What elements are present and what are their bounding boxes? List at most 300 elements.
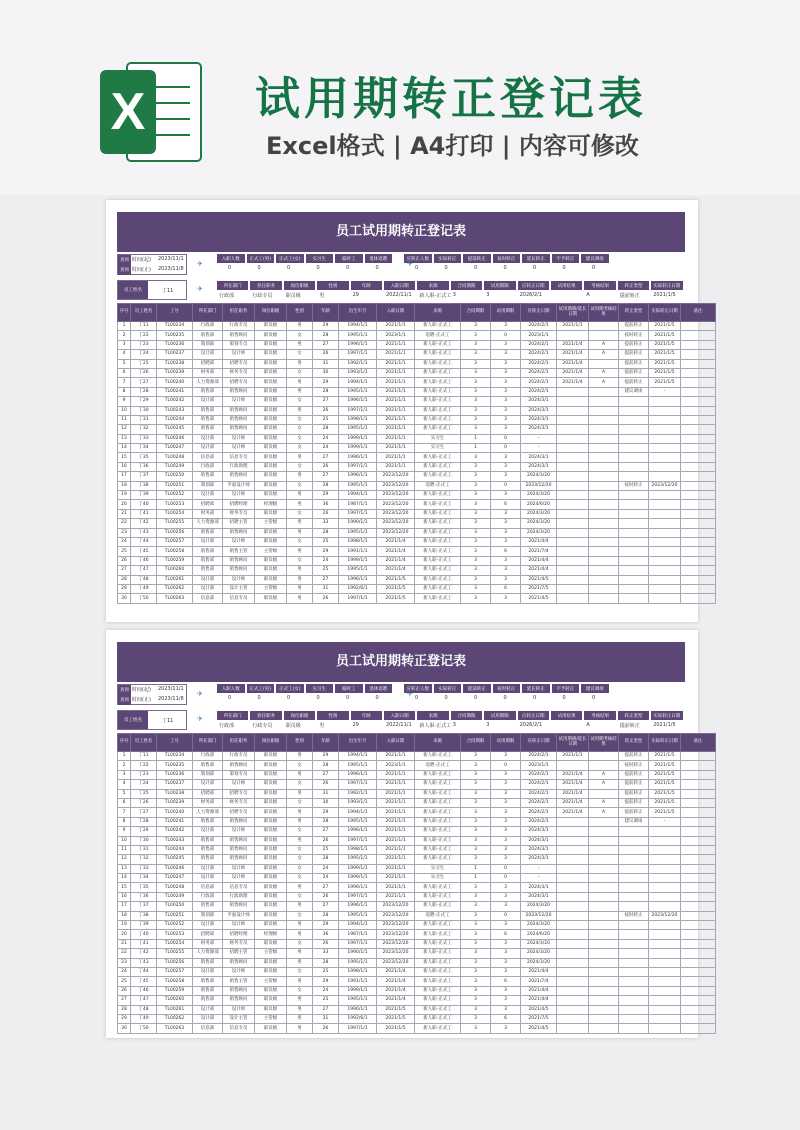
table-cell: 3 — [461, 556, 491, 565]
table-cell — [681, 350, 716, 359]
table-cell — [589, 1024, 619, 1033]
column-header: 所在部门 — [193, 734, 223, 752]
table-cell — [649, 930, 681, 939]
table-cell: 销售顾问 — [223, 958, 255, 967]
table-cell — [589, 425, 619, 434]
table-cell: 2021/1/4 — [377, 967, 415, 976]
table-cell: 新人职-正式工 — [415, 537, 461, 546]
table-cell — [681, 967, 716, 976]
table-cell: 职员级 — [255, 453, 287, 462]
table-cell: 3 — [461, 584, 491, 593]
table-cell: 7 — [118, 378, 131, 387]
table-cell: 提前转正 — [619, 350, 649, 359]
table-cell: 31 — [313, 584, 339, 593]
table-cell: TL00239 — [157, 368, 193, 377]
table-cell: 2021/1/1 — [377, 883, 415, 892]
table-cell — [649, 958, 681, 967]
table-cell: 31 — [313, 789, 339, 798]
table-cell: 17 — [118, 472, 131, 481]
table-cell: 28 — [313, 958, 339, 967]
stat-value: 0 — [228, 695, 232, 701]
employee-name-label: 员工姓名 — [118, 281, 148, 299]
table-cell: 3 — [491, 415, 521, 424]
table-cell: 3 — [461, 528, 491, 537]
table-cell: 11 — [118, 415, 131, 424]
employee-info-value: 新人职-正式工 — [419, 723, 452, 729]
table-row[interactable] — [118, 481, 716, 490]
table-cell: 男 — [287, 930, 313, 939]
table-row[interactable] — [118, 359, 716, 368]
table-cell: 23 — [118, 958, 131, 967]
table-cell: 3 — [491, 817, 521, 826]
employee-info-value: 职员级 — [285, 293, 301, 299]
stat-value: 0 — [257, 265, 261, 271]
table-cell: 新人职-正式工 — [415, 575, 461, 584]
table-row[interactable] — [118, 752, 716, 761]
table-row[interactable] — [118, 378, 716, 387]
table-cell — [681, 462, 716, 471]
table-cell: 24 — [118, 537, 131, 546]
table-cell — [589, 902, 619, 911]
table-cell: 丁32 — [131, 855, 157, 864]
table-cell: - — [521, 864, 557, 873]
table-cell: 2024/3/1 — [521, 425, 557, 434]
table-cell — [589, 322, 619, 331]
table-cell: 销售部 — [193, 977, 223, 986]
table-cell: 销售顾问 — [223, 387, 255, 396]
table-cell: 男 — [287, 977, 313, 986]
table-cell: 3 — [491, 958, 521, 967]
table-cell — [589, 415, 619, 424]
table-cell — [589, 789, 619, 798]
table-cell: TL00237 — [157, 780, 193, 789]
table-row[interactable] — [118, 397, 716, 406]
table-cell — [557, 575, 589, 584]
table-cell: 2021/1/1 — [377, 340, 415, 349]
table-cell: 人力资源部 — [193, 378, 223, 387]
table-cell: 财务专员 — [223, 509, 255, 518]
table-cell — [589, 434, 619, 443]
table-cell: 2024/2/1 — [521, 770, 557, 779]
table-row[interactable] — [118, 537, 716, 546]
table-row[interactable] — [118, 780, 716, 789]
table-row[interactable] — [118, 836, 716, 845]
table-cell — [619, 397, 649, 406]
table-cell: 21 — [118, 939, 131, 948]
table-row[interactable] — [118, 340, 716, 349]
table-cell: 28 — [118, 575, 131, 584]
table-cell: 职员级 — [255, 528, 287, 537]
table-cell — [557, 761, 589, 770]
table-cell: 职员级 — [255, 845, 287, 854]
table-row[interactable] — [118, 770, 716, 779]
table-cell: 2023/1/1 — [377, 331, 415, 340]
start-date-field[interactable]: 2023/11/1 — [158, 686, 184, 692]
table-cell: 25 — [313, 566, 339, 575]
table-cell: A — [589, 780, 619, 789]
table-cell: 2021/1/1 — [377, 845, 415, 854]
employee-name-input[interactable]: 丁11 — [162, 718, 174, 724]
table-cell: 丁41 — [131, 939, 157, 948]
table-cell: TL00261 — [157, 575, 193, 584]
table-cell: 2024/2/1 — [521, 752, 557, 761]
table-cell — [557, 406, 589, 415]
table-row[interactable] — [118, 864, 716, 873]
table-cell: 销售部 — [193, 425, 223, 434]
table-cell: 3 — [461, 770, 491, 779]
table-row[interactable] — [118, 594, 716, 603]
table-cell — [619, 556, 649, 565]
table-cell: 销售部 — [193, 986, 223, 995]
table-cell: 财务专员 — [223, 939, 255, 948]
table-cell — [619, 967, 649, 976]
table-cell — [557, 584, 589, 593]
table-cell — [589, 509, 619, 518]
table-cell: 新人职-正式工 — [415, 996, 461, 1005]
table-cell — [681, 798, 716, 807]
table-cell: 1995/1/1 — [339, 958, 377, 967]
table-cell: TL00245 — [157, 425, 193, 434]
table-cell: 3 — [461, 509, 491, 518]
table-cell — [589, 1014, 619, 1023]
table-cell: 2021/1/5 — [649, 752, 681, 761]
table-row[interactable] — [118, 528, 716, 537]
table-row[interactable] — [118, 996, 716, 1005]
table-row[interactable] — [118, 491, 716, 500]
table-cell: TL00248 — [157, 883, 193, 892]
column-header: 出生年月 — [339, 304, 377, 322]
table-cell: 2021/1/5 — [649, 368, 681, 377]
table-cell: 2021/1/4 — [557, 789, 589, 798]
table-row[interactable] — [118, 584, 716, 593]
table-row[interactable] — [118, 425, 716, 434]
table-row[interactable] — [118, 566, 716, 575]
table-cell: 2021/1/1 — [377, 415, 415, 424]
table-cell: 2023/1/1 — [377, 761, 415, 770]
table-cell: 2021/1/5 — [377, 575, 415, 584]
column-header: 试用期满/延长日期 — [557, 304, 589, 322]
table-cell — [681, 874, 716, 883]
table-row[interactable] — [118, 519, 716, 528]
end-date-field[interactable]: 2023/11/8 — [158, 266, 184, 272]
table-cell: 3 — [461, 892, 491, 901]
table-cell: 3 — [461, 331, 491, 340]
table-cell: 提前转正 — [619, 359, 649, 368]
table-cell: 3 — [491, 566, 521, 575]
table-cell: A — [589, 340, 619, 349]
table-row[interactable] — [118, 575, 716, 584]
table-cell: 2021/1/5 — [649, 350, 681, 359]
stat-label: 入职人数 — [217, 254, 245, 263]
table-cell: 10 — [118, 836, 131, 845]
plane-icon: ✈ — [197, 285, 203, 293]
table-cell: 职员级 — [255, 967, 287, 976]
table-row[interactable] — [118, 387, 716, 396]
table-cell: 新人职-正式工 — [415, 977, 461, 986]
table-cell: 3 — [461, 798, 491, 807]
table-cell — [557, 1014, 589, 1023]
stat-label: 正式工(男) — [247, 684, 275, 693]
table-cell: 策划专员 — [223, 340, 255, 349]
start-date-field[interactable]: 2023/11/1 — [158, 256, 184, 262]
table-cell: 1995/1/1 — [339, 387, 377, 396]
table-cell: 28 — [313, 528, 339, 537]
table-cell: 3 — [491, 340, 521, 349]
table-cell: 2021/1/1 — [377, 864, 415, 873]
table-cell: 新人职-正式工 — [415, 752, 461, 761]
table-cell: 3 — [461, 996, 491, 1005]
table-row[interactable] — [118, 930, 716, 939]
table-row[interactable] — [118, 798, 716, 807]
table-cell: 3 — [461, 883, 491, 892]
table-row[interactable] — [118, 368, 716, 377]
table-cell: 丁39 — [131, 921, 157, 930]
table-cell — [681, 509, 716, 518]
table-cell — [619, 1024, 649, 1033]
table-cell: 2021/1/1 — [557, 322, 589, 331]
table-cell: 2024/3/1 — [521, 397, 557, 406]
table-cell: TL00234 — [157, 752, 193, 761]
table-cell: 2024/2/1 — [521, 808, 557, 817]
table-row[interactable] — [118, 1014, 716, 1023]
table-cell: 丁37 — [131, 472, 157, 481]
table-cell: 1996/1/1 — [339, 472, 377, 481]
table-cell: 24 — [313, 434, 339, 443]
table-cell: 新人职-正式工 — [415, 556, 461, 565]
table-cell: 3 — [491, 406, 521, 415]
table-row[interactable] — [118, 958, 716, 967]
table-row[interactable] — [118, 892, 716, 901]
employee-info-value: 2026/2/1 — [519, 292, 543, 298]
table-row[interactable] — [118, 509, 716, 518]
stat-value: 0 — [474, 695, 478, 701]
table-cell — [557, 902, 589, 911]
table-cell: 2023/12/20 — [377, 949, 415, 958]
table-cell — [589, 584, 619, 593]
table-cell: 男 — [287, 949, 313, 958]
table-cell: 职员级 — [255, 434, 287, 443]
table-cell: 2024/2/1 — [521, 387, 557, 396]
table-cell — [557, 845, 589, 854]
table-cell — [589, 864, 619, 873]
table-cell: 10 — [118, 406, 131, 415]
table-cell — [681, 817, 716, 826]
table-cell — [619, 584, 649, 593]
table-cell: 2021/1/1 — [377, 350, 415, 359]
table-row[interactable] — [118, 350, 716, 359]
table-cell: 1999/1/1 — [339, 864, 377, 873]
table-row[interactable] — [118, 453, 716, 462]
employee-query-block — [117, 710, 187, 730]
table-row[interactable] — [118, 434, 716, 443]
employee-info-value: 2022/11/1 — [386, 722, 412, 728]
table-cell: 3 — [491, 986, 521, 995]
table-row[interactable] — [118, 1024, 716, 1033]
table-cell — [681, 977, 716, 986]
table-row[interactable] — [118, 827, 716, 836]
table-cell: 14 — [118, 444, 131, 453]
table-cell: 男 — [287, 958, 313, 967]
table-cell: 1996/1/1 — [339, 902, 377, 911]
table-cell — [589, 575, 619, 584]
table-cell — [589, 594, 619, 603]
table-row[interactable] — [118, 761, 716, 770]
table-cell: 2021/1/1 — [377, 406, 415, 415]
table-cell: 丁47 — [131, 996, 157, 1005]
table-cell: 2024/3/20 — [521, 472, 557, 481]
end-date-field[interactable]: 2023/11/8 — [158, 696, 184, 702]
table-row[interactable] — [118, 500, 716, 509]
table-cell: 返聘-正式工 — [415, 331, 461, 340]
employee-info-label: 试用期限 — [484, 711, 515, 720]
table-cell — [589, 359, 619, 368]
table-cell: TL00252 — [157, 921, 193, 930]
table-cell: 职员级 — [255, 1005, 287, 1014]
table-cell: 新人职-正式工 — [415, 967, 461, 976]
table-cell: 销售部 — [193, 996, 223, 1005]
table-cell: 3 — [491, 770, 521, 779]
table-cell: 3 — [491, 798, 521, 807]
table-row[interactable] — [118, 939, 716, 948]
table-row[interactable] — [118, 444, 716, 453]
table-cell: TL00244 — [157, 415, 193, 424]
table-cell: 销售部 — [193, 855, 223, 864]
table-cell: 按时转正 — [619, 911, 649, 920]
stat-value: 0 — [503, 695, 507, 701]
table-row[interactable] — [118, 911, 716, 920]
table-cell: 15 — [118, 453, 131, 462]
table-row[interactable] — [118, 808, 716, 817]
table-cell: 1994/1/1 — [339, 921, 377, 930]
table-cell: 3 — [491, 967, 521, 976]
table-cell: 招聘专员 — [223, 378, 255, 387]
table-cell: 29 — [313, 547, 339, 556]
table-cell: 2021/1/4 — [557, 359, 589, 368]
employee-info-value: 提前转正 — [619, 293, 640, 299]
table-cell: 8 — [118, 387, 131, 396]
table-cell — [619, 509, 649, 518]
table-row[interactable] — [118, 472, 716, 481]
employee-name-input[interactable]: 丁11 — [162, 288, 174, 294]
table-cell: 提前转正 — [619, 789, 649, 798]
table-cell: 丁34 — [131, 444, 157, 453]
table-cell — [649, 594, 681, 603]
table-cell: 2023/12/20 — [377, 500, 415, 509]
table-row[interactable] — [118, 547, 716, 556]
table-cell: 男 — [287, 1014, 313, 1023]
employee-info-value: 3 — [486, 722, 490, 728]
table-cell: 2024/2/1 — [521, 340, 557, 349]
table-row[interactable] — [118, 921, 716, 930]
table-cell — [649, 444, 681, 453]
table-cell: TL00260 — [157, 566, 193, 575]
table-row[interactable] — [118, 977, 716, 986]
table-cell: 3 — [461, 406, 491, 415]
table-cell: 2021/1/5 — [377, 1014, 415, 1023]
table-cell: 新人职-正式工 — [415, 1024, 461, 1033]
stat-value: 0 — [562, 265, 566, 271]
table-row[interactable] — [118, 556, 716, 565]
table-row[interactable] — [118, 1005, 716, 1014]
table-cell: 主管级 — [255, 519, 287, 528]
employee-name-label: 员工姓名 — [118, 711, 148, 729]
table-cell: TL00257 — [157, 967, 193, 976]
table-cell: TL00257 — [157, 537, 193, 546]
table-row[interactable] — [118, 462, 716, 471]
table-cell: 职员级 — [255, 864, 287, 873]
table-cell: - — [521, 434, 557, 443]
table-cell: 2021/4/4 — [521, 537, 557, 546]
employee-info-label: 实际转正日期 — [651, 711, 682, 720]
table-cell: 3 — [491, 491, 521, 500]
table-row[interactable] — [118, 902, 716, 911]
table-cell: 男 — [287, 996, 313, 1005]
table-cell: 2024/3/1 — [521, 855, 557, 864]
table-row[interactable] — [118, 331, 716, 340]
stat-value: 0 — [444, 695, 448, 701]
table-cell: 丁46 — [131, 986, 157, 995]
table-row[interactable] — [118, 883, 716, 892]
table-cell: 新人职-正式工 — [415, 462, 461, 471]
table-row[interactable] — [118, 874, 716, 883]
table-cell — [681, 761, 716, 770]
table-cell: 销售部 — [193, 845, 223, 854]
table-row[interactable] — [118, 949, 716, 958]
table-cell: TL00256 — [157, 528, 193, 537]
employee-info-label: 试用结果 — [551, 281, 582, 290]
table-cell: TL00244 — [157, 845, 193, 854]
table-cell — [589, 752, 619, 761]
table-cell: 女 — [287, 462, 313, 471]
table-cell: TL00253 — [157, 930, 193, 939]
table-cell: 2021/4/4 — [521, 996, 557, 1005]
table-cell: 职员级 — [255, 387, 287, 396]
table-cell: 2021/1/5 — [377, 1024, 415, 1033]
employee-info-value: 行政部 — [219, 293, 235, 299]
table-cell: 2021/4/5 — [521, 1024, 557, 1033]
table-cell: TL00243 — [157, 836, 193, 845]
table-row[interactable] — [118, 986, 716, 995]
table-cell — [557, 1024, 589, 1033]
table-row[interactable] — [118, 855, 716, 864]
table-row[interactable] — [118, 406, 716, 415]
table-cell: 销售顾问 — [223, 556, 255, 565]
table-cell: 29 — [313, 808, 339, 817]
table-row[interactable] — [118, 817, 716, 826]
table-cell: 丁48 — [131, 575, 157, 584]
table-cell — [589, 845, 619, 854]
table-cell: TL00262 — [157, 584, 193, 593]
table-row[interactable] — [118, 415, 716, 424]
table-cell — [649, 556, 681, 565]
plane-icon: ✈ — [197, 715, 203, 723]
table-cell: 3 — [461, 415, 491, 424]
table-cell: 2024/3/20 — [521, 958, 557, 967]
table-cell: 3 — [491, 462, 521, 471]
table-cell: 30 — [118, 1024, 131, 1033]
table-cell: 设计部 — [193, 584, 223, 593]
table-row[interactable] — [118, 845, 716, 854]
table-cell: 男 — [287, 789, 313, 798]
table-row[interactable] — [118, 322, 716, 331]
table-cell: 实习生 — [415, 874, 461, 883]
table-cell: 17 — [118, 902, 131, 911]
table-row[interactable] — [118, 967, 716, 976]
table-cell: 职员级 — [255, 798, 287, 807]
table-cell: 行政专员 — [223, 752, 255, 761]
table-cell: 3 — [491, 528, 521, 537]
table-row[interactable] — [118, 789, 716, 798]
